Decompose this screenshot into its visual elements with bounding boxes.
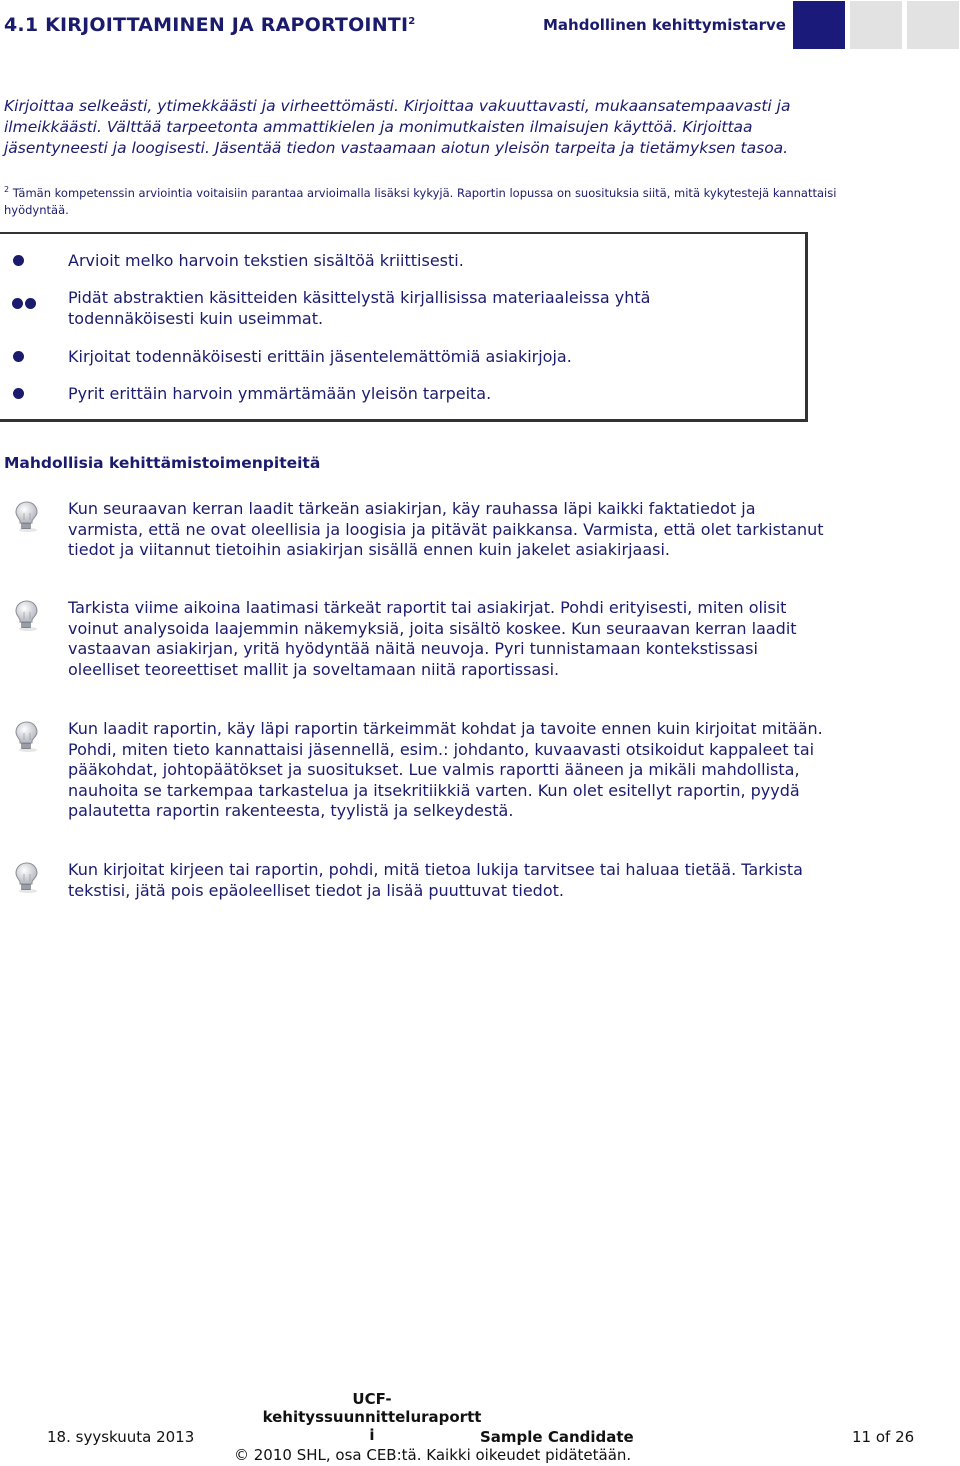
section-heading: Mahdollisia kehittämistoimenpiteitä (4, 454, 321, 472)
tip-text: Kun laadit raportin, käy läpi raportin tärkeimmät kohdat ja tavoite ennen kuin kirjoitat mitään. Pohdi, miten tieto kannattaisi jäsennellä, esim.: johdanto, kuvaavasti otsikoidut kappaleet tai pääkohdat, johtopäätökset ja suositukset. Lue valmis raportti ääneen ja mikäli mahdollista, nauhoita se tarkempaa tarkastelua ja itsekritiikkiä varten. Kun olet esitellyt raportin, pyydä palautetta raportin rakenteesta, tyylistä ja selkeydestä. (68, 719, 823, 820)
section-title (4, 14, 415, 36)
rating-dots (12, 298, 36, 310)
footer-report-line: kehityssuunnitteluraportt (262, 1408, 482, 1426)
rating-dot (13, 388, 24, 399)
footer-copyright: © 2010 SHL, osa CEB:tä. Kaikki oikeudet pidätetään. (234, 1446, 632, 1464)
footer-report-name (262, 1390, 482, 1444)
section-title-text: 4.1 KIRJOITTAMINEN JA RAPORTOINTI (4, 14, 409, 36)
footnote (4, 181, 854, 219)
footer-page-number: 11 of 26 (852, 1428, 915, 1446)
lightbulb-icon (12, 598, 42, 632)
footer-report-line: UCF- (352, 1390, 392, 1408)
lightbulb-icon (12, 719, 42, 753)
rating-dot (13, 351, 24, 362)
tip-text: Kun seuraavan kerran laadit tärkeän asiakirjan, käy rauhassa läpi kaikki faktatiedot ja varmista, että ne ovat oleellisia ja loogisia ja pitävät paikkansa. Varmista, että olet tarkistanut tiedot ja viitannut tietoihin asiakirjan sisällä ennen kuin jakelet asiakirjaasi. (68, 499, 824, 559)
footer-report-line: i (369, 1426, 375, 1444)
rating-label: Mahdollinen kehittymistarve (543, 16, 786, 34)
level-box-3 (907, 1, 959, 49)
rating-text: Pyrit erittäin harvoin ymmärtämään yleisön tarpeita. (68, 384, 492, 403)
footnote-marker: 2 (4, 185, 10, 194)
lightbulb-icon (12, 499, 42, 533)
footer-date: 18. syyskuuta 2013 (47, 1428, 195, 1446)
page-footer (0, 1390, 960, 1466)
footnote-text: Tämän kompetenssin arviointia voitaisiin parantaa arvioimalla lisäksi kykyjä. Raportin lopussa on suosituksia siitä, mitä kykytestejä kannattaisi hyödyntää. (4, 185, 837, 217)
rating-text: Arvioit melko harvoin tekstien sisältöä kriittisesti. (68, 251, 464, 270)
footnote-ref: 2 (408, 16, 416, 27)
rating-dots (13, 351, 24, 363)
rating-text: Kirjoitat todennäköisesti erittäin jäsentelemättömiä asiakirjoja. (68, 347, 572, 366)
level-box-1 (793, 1, 845, 49)
tip-text: Kun kirjoitat kirjeen tai raportin, pohdi, mitä tietoa lukija tarvitsee tai haluaa tietää. Tarkista tekstisi, jätä pois epäoleelliset tiedot ja lisää puuttuvat tiedot. (68, 860, 803, 900)
footer-candidate: Sample Candidate (480, 1428, 634, 1446)
level-box-2 (850, 1, 902, 49)
rating-text: Pidät abstraktien käsitteiden käsittelystä kirjallisissa materiaaleissa yhtä todennäköisesti kuin useimmat. (68, 288, 651, 328)
rating-dots (13, 255, 24, 267)
rating-dot (25, 298, 36, 309)
rating-dot (12, 298, 23, 309)
rating-dots (13, 388, 24, 400)
competency-description: Kirjoittaa selkeästi, ytimekkäästi ja virheettömästi. Kirjoittaa vakuuttavasti, mukaansatempaavasti ja ilmeikkäästi. Välttää tarpeetonta ammattikielen ja monimutkaisten ilmaisujen käyttöä. Kirjoittaa jäsentyneesti ja loogisesti. Jäsentää tiedon vastaamaan aiotun yleisön tarpeita ja tietämyksen tasoa. (4, 97, 791, 157)
page-header (0, 0, 960, 52)
tip-text: Tarkista viime aikoina laatimasi tärkeät raportit tai asiakirjat. Pohdi erityisesti, miten olisit voinut analysoida laajemmin näkemyksiä, joita sisältö koskee. Kun seuraavan kerran laadit vastaavan asiakirjan, yritä hyödyntää näitä neuvoja. Pyri tunnistamaan kontekstissasi oleelliset teoreettiset mallit ja soveltamaan niitä raportissasi. (68, 598, 797, 679)
lightbulb-icon (12, 860, 42, 894)
rating-dot (13, 255, 24, 266)
